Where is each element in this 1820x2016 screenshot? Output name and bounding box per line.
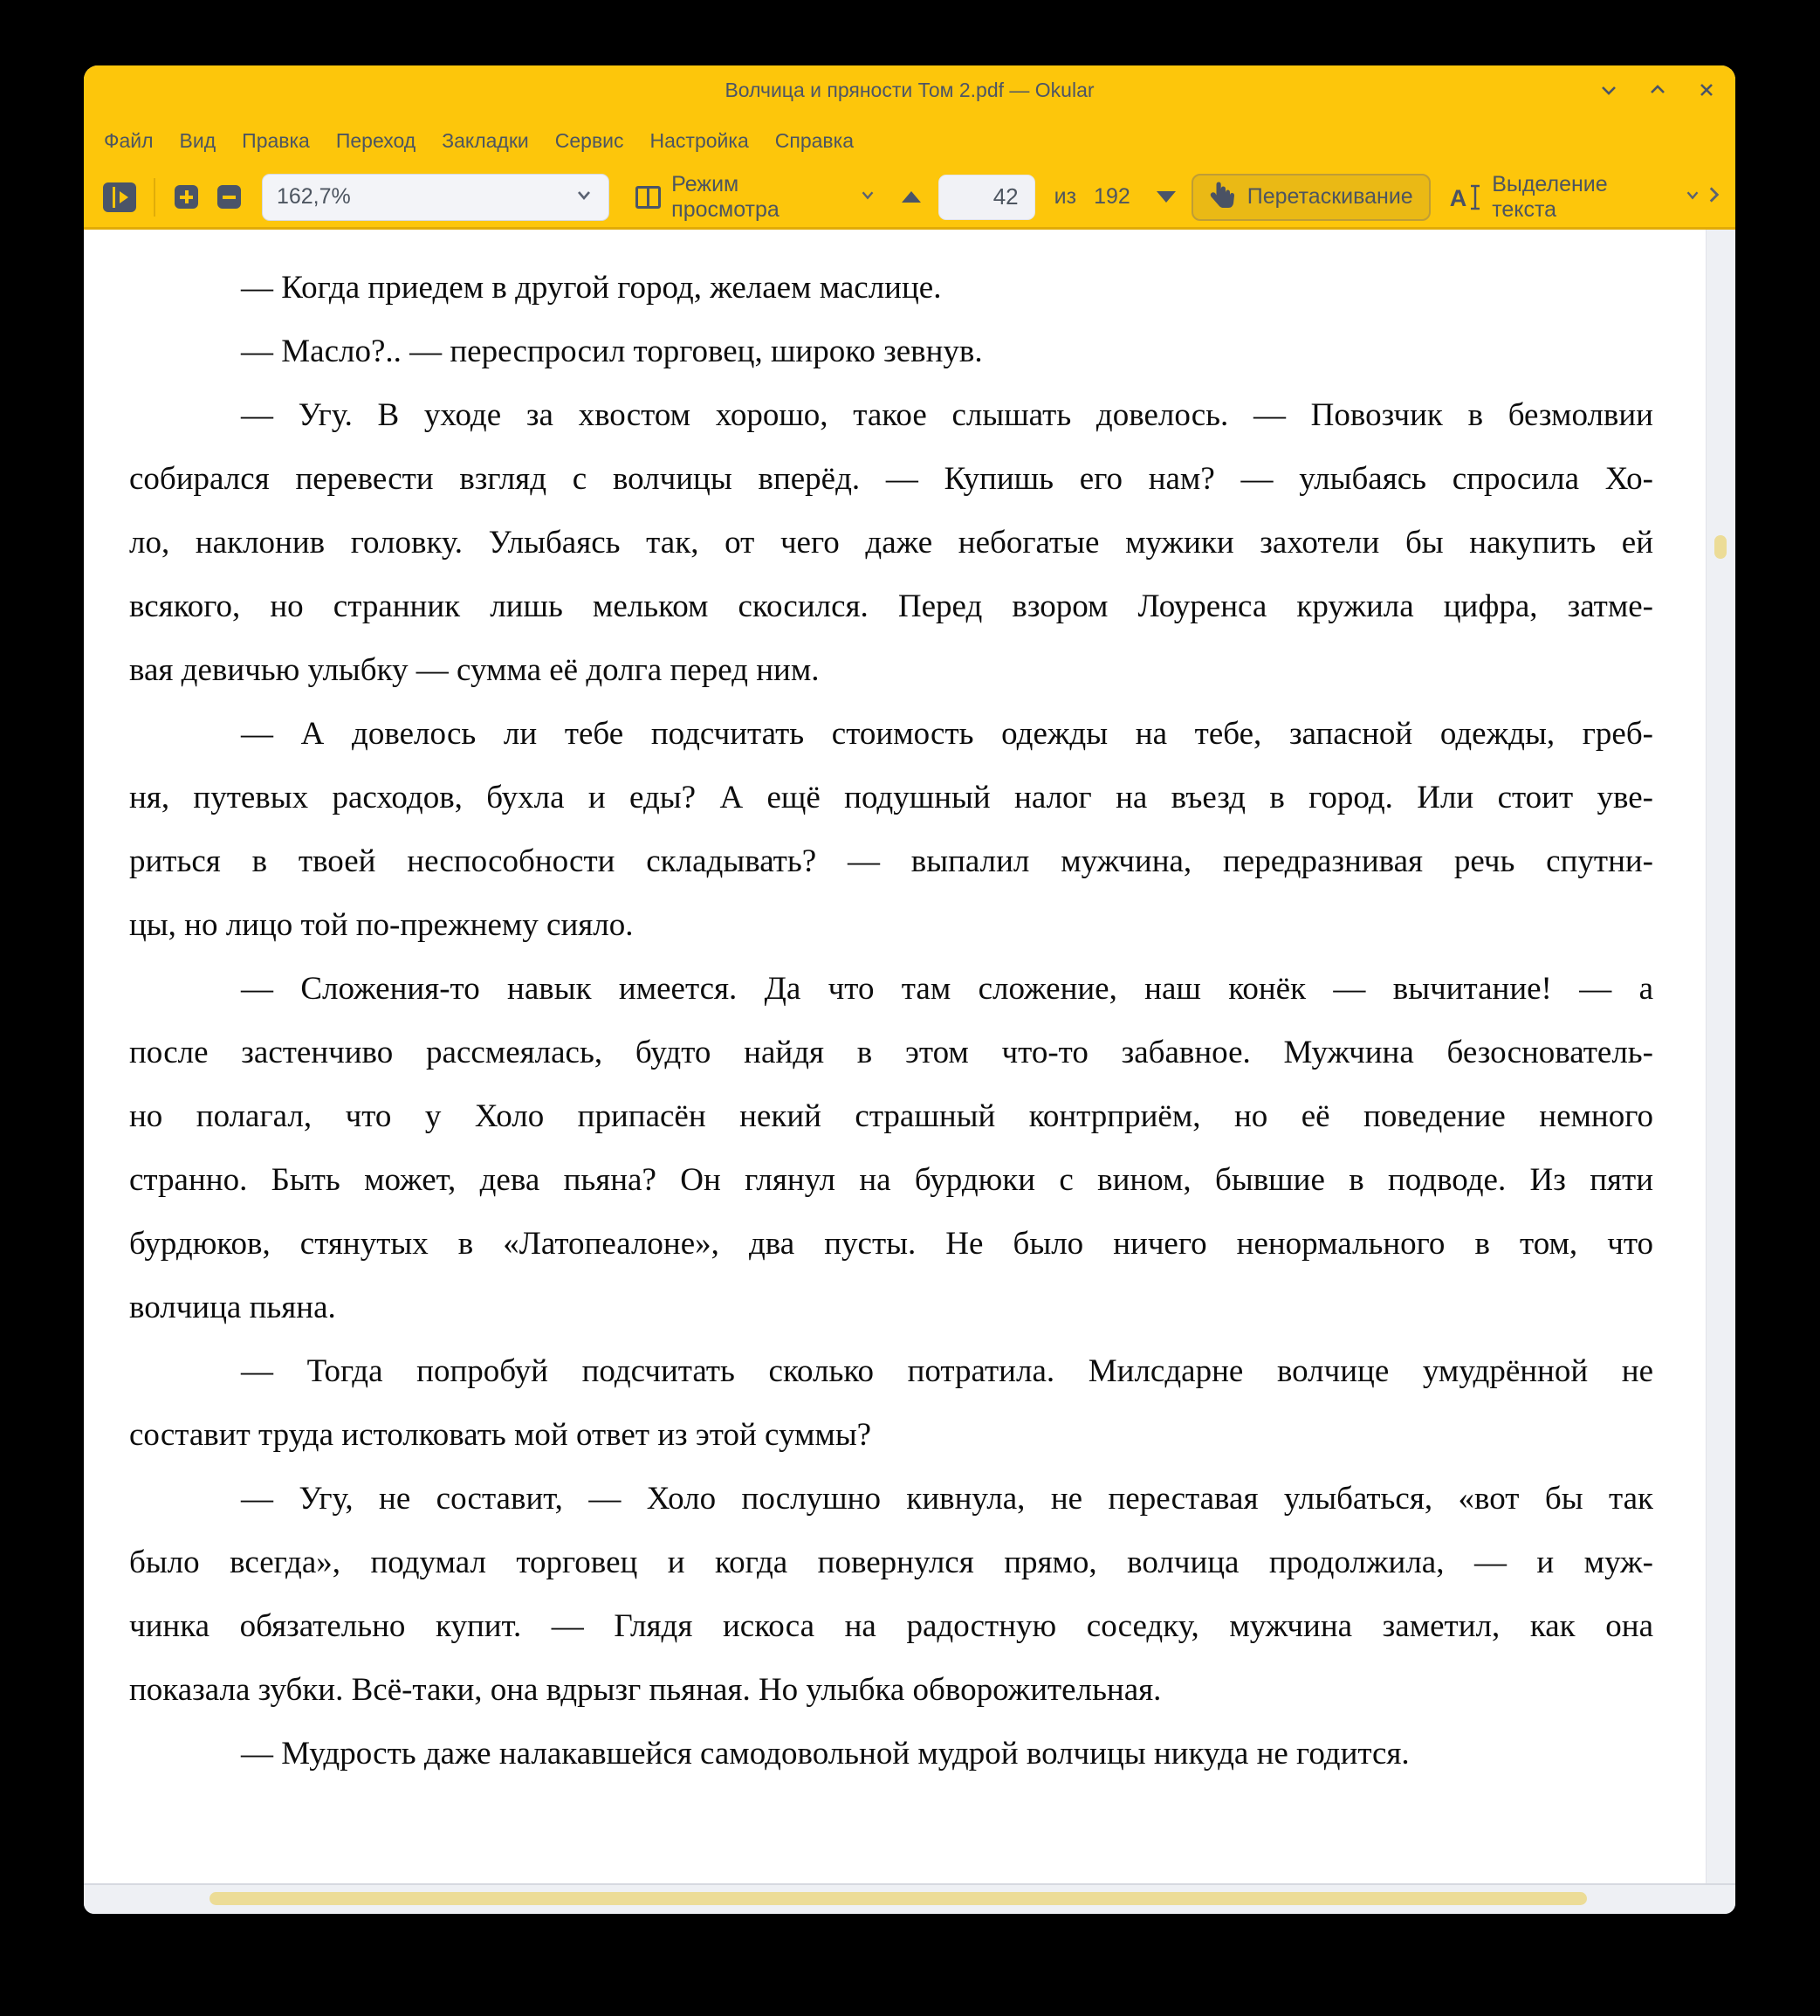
text-line: — Угу. В уходе за хвостом хорошо, такое слышать довелось. — Повозчик в безмолвии: [241, 397, 1653, 433]
sidebar-toggle-icon: [113, 187, 115, 208]
chevron-down-icon: [573, 184, 594, 210]
text-line: — Тогда попробуй подсчитать сколько потратила. Милсдарне волчице умудрённой не: [241, 1353, 1653, 1389]
titlebar[interactable]: [84, 65, 1735, 114]
okular-window: [84, 65, 1735, 1914]
zoom-level-combobox[interactable]: [262, 174, 609, 221]
of-label: из: [1054, 184, 1077, 209]
text-line: показала зубки. Всё-таки, она вдрызг пьяная. Но улыбка обворожительная.: [129, 1672, 1162, 1708]
horizontal-scrollbar-thumb[interactable]: [209, 1892, 1587, 1905]
text-line: чинка обязательно купит. — Глядя искоса на радостную соседку, мужчина заметил, как она: [129, 1608, 1653, 1644]
toolbar-overflow-button[interactable]: [1702, 183, 1725, 210]
document-area: [84, 230, 1735, 1883]
text-line: вая девичью улыбку — сумма её долга перед ним.: [129, 652, 820, 688]
text-line: всякого, но странник лишь мельком скосился. Перед взором Лоуренса кружила цифра, затме-: [129, 588, 1653, 624]
text-line: — Сложения-то навык имеется. Да что там сложение, наш конёк — вычитание! — а: [241, 971, 1653, 1007]
text-line: цы, но лицо той по-прежнему сияло.: [129, 907, 634, 943]
text-line: но полагал, что у Холо припасён некий страшный контрприём, но её поведение немного: [129, 1098, 1653, 1134]
drag-tool-button[interactable]: [1192, 174, 1431, 221]
sidebar-toggle-button[interactable]: [103, 182, 136, 212]
minimize-button[interactable]: [1597, 79, 1620, 101]
text-line: — Масло?.. — переспросил торговец, широко зевнув.: [241, 334, 983, 369]
zoom-out-icon: [223, 196, 236, 199]
text-line: — Мудрость даже налакавшейся самодовольной мудрой волчицы никуда не годится.: [241, 1736, 1410, 1772]
page-text: [84, 230, 1706, 1786]
next-page-button[interactable]: [1157, 191, 1176, 203]
menu-item-3[interactable]: Переход: [335, 128, 416, 152]
zoom-in-button[interactable]: [175, 185, 198, 209]
menu-item-2[interactable]: Правка: [242, 128, 310, 152]
view-mode-button[interactable]: [635, 172, 877, 223]
hand-icon: [1209, 181, 1235, 213]
view-mode-label: Режим просмотра: [671, 171, 780, 222]
drag-tool-label: Перетаскивание: [1247, 184, 1413, 209]
zoom-level-value: 162,7%: [276, 184, 351, 209]
text-line: риться в твоей неспособности складывать? — выпалил мужчина, передразнивая речь спутни-: [129, 843, 1653, 879]
vertical-scrollbar[interactable]: [1706, 230, 1735, 1883]
toolbar-separator: [154, 178, 155, 217]
text-line: ло, наклонив головку. Улыбаясь так, от чего даже небогатые мужики захотели бы накупить ей: [129, 525, 1653, 561]
text-line: после застенчиво рассмеялась, будто найдя в этом что-то забавное. Мужчина безоснователь-: [129, 1035, 1653, 1070]
menu-bar: [84, 114, 1735, 167]
text-line: составит труда истолковать мой ответ из этой суммы?: [129, 1417, 872, 1453]
menu-item-0[interactable]: Файл: [104, 128, 154, 152]
text-line: — А довелось ли тебе подсчитать стоимость одежды на тебе, запасной одежды, греб-: [241, 716, 1653, 752]
chevron-up-icon: [1647, 79, 1668, 100]
chevron-down-icon: [858, 185, 877, 209]
window-title: Волчица и пряности Том 2.pdf — Okular: [725, 78, 1095, 101]
page-number-value: 42: [992, 183, 1019, 210]
text-line: ня, путевых расходов, бухла и еды? А ещё подушный налог на въезд в город. Или стоит уве-: [129, 780, 1653, 815]
horizontal-scrollbar[interactable]: [84, 1883, 1735, 1914]
window-controls: [1597, 65, 1718, 114]
menu-item-7[interactable]: Справка: [774, 128, 854, 152]
page-number-input[interactable]: [938, 175, 1034, 220]
chevron-right-icon: [1702, 183, 1725, 206]
chevron-down-icon: [1683, 185, 1702, 209]
text-line: бурдюков, стянутых в «Латопеалоне», два пусты. Не было ничего ненормального в том, что: [129, 1226, 1653, 1262]
text-line: волчица пьяна.: [129, 1290, 336, 1325]
close-button[interactable]: [1695, 79, 1718, 101]
two-pane-icon: [635, 186, 661, 209]
text-line: — Угу, не составит, — Холо послушно кивнула, не переставая улыбаться, «вот бы так: [241, 1481, 1653, 1517]
previous-page-button[interactable]: [902, 191, 921, 203]
zoom-out-button[interactable]: [217, 185, 241, 209]
chevron-down-icon: [1598, 79, 1619, 100]
text-select-button[interactable]: [1450, 172, 1702, 223]
menu-item-1[interactable]: Вид: [179, 128, 216, 152]
menu-item-5[interactable]: Сервис: [554, 128, 624, 152]
maximize-button[interactable]: [1646, 79, 1669, 101]
menu-item-4[interactable]: Закладки: [442, 128, 529, 152]
text-select-label: Выделение текста: [1492, 171, 1608, 222]
text-cursor-icon: A: [1449, 184, 1467, 211]
vertical-scrollbar-thumb[interactable]: [1714, 535, 1727, 559]
text-line: — Когда приедем в другой город, желаем маслице.: [241, 270, 942, 306]
text-line: странно. Быть может, дева пьяна? Он глянул на бурдюки с вином, бывшие в подводе. Из пяти: [129, 1162, 1653, 1198]
page-count: 192: [1094, 184, 1130, 209]
toolbar: [84, 167, 1735, 230]
text-line: было всегда», подумал торговец и когда повернулся прямо, волчица продолжила, — и муж-: [129, 1545, 1653, 1580]
pdf-page[interactable]: [84, 230, 1706, 1883]
menu-item-6[interactable]: Настройка: [649, 128, 749, 152]
text-line: собирался перевести взгляд с волчицы вперёд. — Купишь его нам? — улыбаясь спросила Хо-: [129, 461, 1653, 497]
close-icon: [1696, 79, 1717, 100]
